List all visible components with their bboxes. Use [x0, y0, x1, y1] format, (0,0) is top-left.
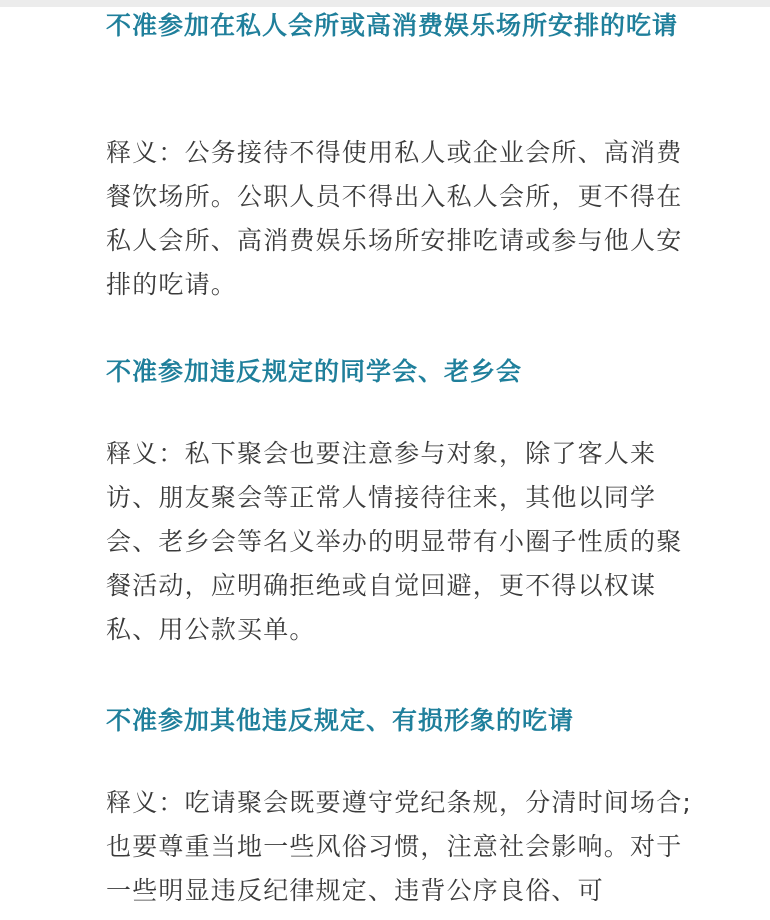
- section-heading-private-club: 不准参加在私人会所或高消费娱乐场所安排的吃请: [106, 11, 679, 40]
- section-heading-alumni-gathering: 不准参加违反规定的同学会、老乡会: [106, 357, 523, 386]
- section-body-alumni-gathering: 释义：私下聚会也要注意参与对象，除了客人来访、朋友聚会等正常人情接待往来，其他以同学会、老乡会等名义举办的明显带有小圈子性质的聚餐活动，应明确拒绝或自觉回避，更不得以权谋私、用公款买单。: [106, 439, 683, 644]
- section-body-other-violations: 释义：吃请聚会既要遵守党纪条规，分清时间场合;也要尊重当地一些风俗习惯，注意社会影响。对于一些明显违反纪律规定、违背公序良俗、可: [106, 788, 693, 905]
- section-body-private-club: 释义：公务接待不得使用私人或企业会所、高消费餐饮场所。公职人员不得出入私人会所，更不得在私人会所、高消费娱乐场所安排吃请或参与他人安排的吃请。: [106, 138, 683, 299]
- section-heading-other-violations: 不准参加其他违反规定、有损形象的吃请: [106, 706, 575, 735]
